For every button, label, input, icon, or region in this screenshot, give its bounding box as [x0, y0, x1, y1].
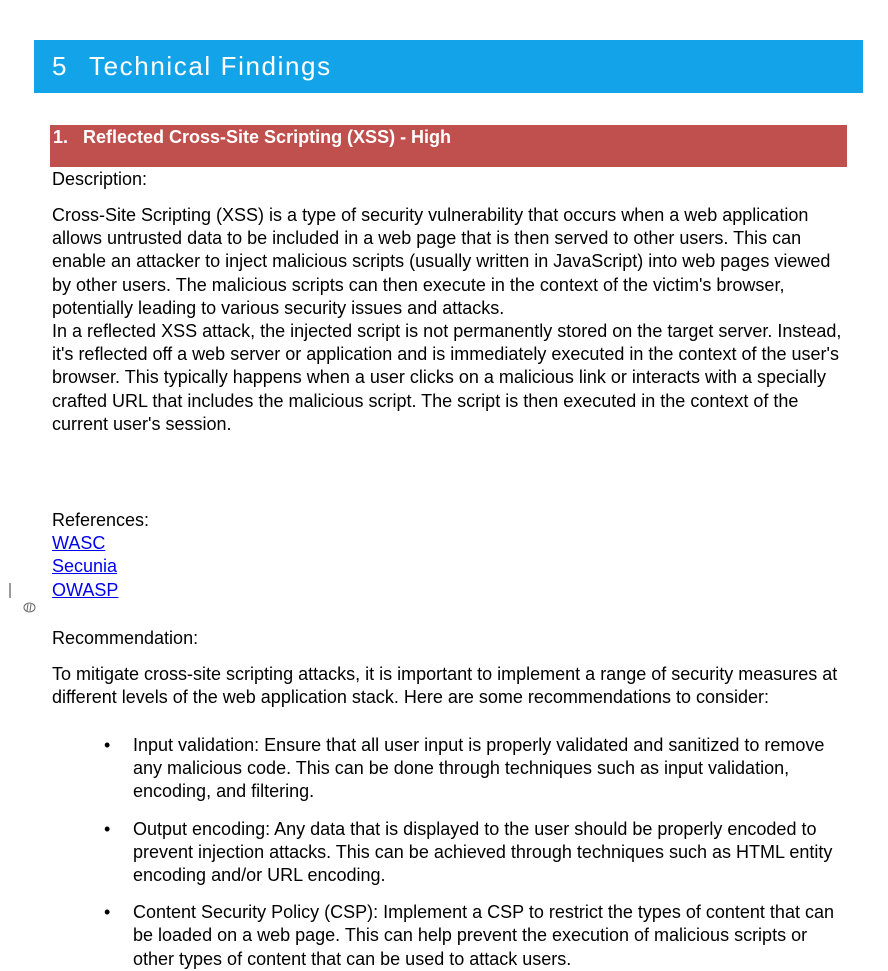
list-item: [52, 818, 852, 888]
list-item: [52, 901, 852, 971]
list-item: [52, 734, 852, 804]
recommendation-intro-text: To mitigate cross-site scripting attacks, it is important to implement a range of security measures at different levels of the web application stack. Here are some recommendations to consider:: [52, 664, 838, 708]
description-paragraph-2: In a reflected XSS attack, the injected script is not permanently stored on the target server. Instead, it's reflected off a web server or application and is immediately executed in the context of the user's browser. This typically happens when a user clicks on a malicious link or interacts with a specially crafted URL that includes the malicious script. The script is then executed in the context of the current user's session.: [52, 321, 842, 434]
finding-title: Reflected Cross-Site Scripting (XSS) - High: [83, 127, 452, 147]
bullet-text: Input validation: Ensure that all user input is properly validated and sanitized to remove any malicious code. This can be done through techniques such as input validation, encoding, and filtering.: [133, 735, 825, 802]
comment-icon[interactable]: [23, 602, 36, 613]
bullet-dot: •: [104, 902, 111, 923]
finding-number: 1.: [53, 127, 69, 147]
reference-link-owasp[interactable]: OWASP: [52, 579, 119, 600]
reference-link-wasc[interactable]: WASC: [52, 533, 106, 553]
finding-heading: [50, 125, 847, 167]
section-heading: [34, 40, 863, 93]
description-text: [52, 204, 852, 436]
recommendation-label: Recommendation:: [52, 628, 199, 648]
bullet-text: Content Security Policy (CSP): Implement a CSP to restrict the types of content that can be loaded on a web page. This can help prevent the execution of malicious scripts or other types of content that can be used to attack users.: [133, 902, 834, 969]
text-cursor-marker: [9, 583, 11, 598]
description-paragraph-1: Cross-Site Scripting (XSS) is a type of security vulnerability that occurs when a web application allows untrusted data to be included in a web page that is then served to other users. This can enable an attacker to inject malicious scripts (usually written in JavaScript) into web pages viewed by other users. The malicious scripts can then execute in the context of the victim's browser, potentially leading to various security issues and attacks.: [52, 205, 831, 318]
description-label: Description:: [52, 169, 148, 189]
bullet-dot: •: [104, 818, 111, 839]
bullet-dot: •: [104, 735, 111, 755]
section-title: Technical Findings: [89, 51, 332, 81]
reference-link-secunia[interactable]: Secunia: [52, 556, 118, 577]
recommendation-bullets: [52, 734, 852, 971]
section-number: 5: [52, 51, 69, 81]
bullet-text: Output encoding: Any data that is displayed to the user should be properly encoded to prevent injection attacks. This can be achieved through techniques such as HTML entity encoding and/or URL encoding.: [133, 818, 833, 886]
references-label: References:: [52, 510, 150, 530]
recommendation-intro: [52, 663, 852, 709]
references-list: [52, 532, 118, 602]
